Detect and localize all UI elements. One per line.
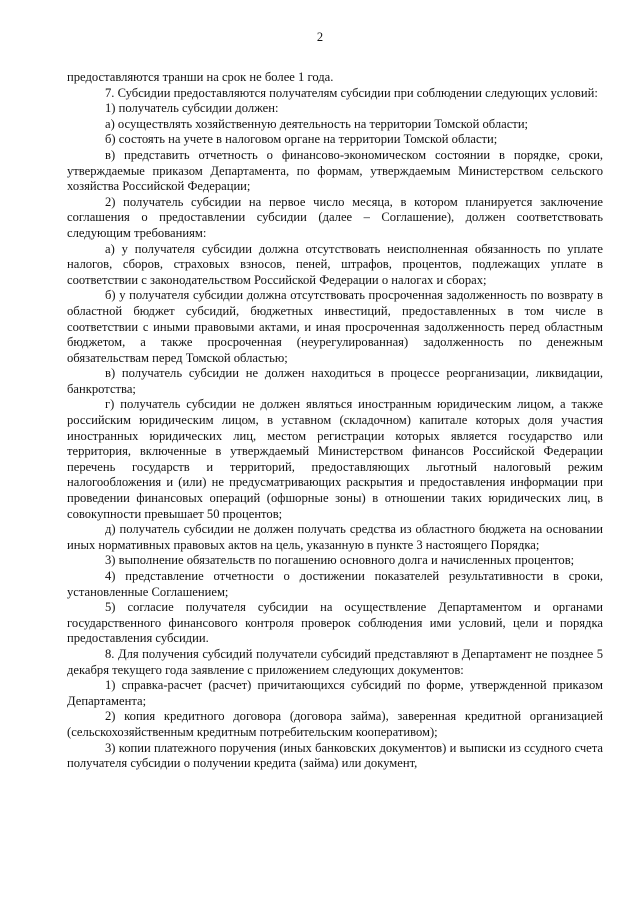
- paragraph: 8. Для получения субсидий получатели субсидий представляют в Департамент не позднее 5 декабря текущего года заявление с приложением следующих документов:: [67, 646, 603, 677]
- paragraph: 3) выполнение обязательств по погашению основного долга и начисленных процентов;: [105, 553, 575, 568]
- paragraph: 1) справка-расчет (расчет) причитающихся субсидий по форме, утвержденной приказом Департамента;: [67, 678, 603, 708]
- paragraph: д) получатель субсидии не должен получать средства из областного бюджета на основании иных нормативных правовых актов на цель, указанную в пункте 3 настоящего Порядка;: [67, 522, 603, 552]
- paragraph: 2) копия кредитного договора (договора займа), заверенная кредитной организацией (сельскохозяйственным кредитным потребительским кооперативом);: [67, 709, 603, 739]
- paragraph: 1) получатель субсидии должен:: [105, 101, 279, 116]
- paragraph: 3) копии платежного поручения (иных банковских документов) и выписки из ссудного счета получателя субсидии о получении кредита (займа) или документ,: [67, 740, 603, 771]
- paragraph: а) осуществлять хозяйственную деятельность на территории Томской области;: [105, 116, 529, 131]
- paragraph: 2) получатель субсидии на первое число месяца, в котором планируется заключение соглашения о предоставлении субсидии (далее – Соглашение), должен соответствовать следующим требованиям:: [67, 194, 603, 240]
- document-body: [67, 70, 603, 772]
- paragraph: 4) представление отчетности о достижении показателей результативности в сроки, установленные Соглашением;: [67, 569, 603, 599]
- paragraph: 7. Субсидии предоставляются получателям субсидии при соблюдении следующих условий:: [105, 85, 598, 100]
- paragraph: г) получатель субсидии не должен являться иностранным юридическим лицом, а также российским юридическим лицом, в уставном (складочном) капитале которых доля участия иностранных юридических лиц, местом регистрации которых является государство или территория, включенные в утверждаемый Министерством финансов Российской Федерации перечень государств и территорий, предоставляющих льготный налоговый режим налогообложения и (или) не предусматривающих раскрытия и предоставления информации при проведении финансовых операций (офшорные зоны) в отношении таких юридических лиц, в совокупности превышает 50 процентов;: [67, 397, 603, 521]
- paragraph: б) состоять на учете в налоговом органе на территории Томской области;: [105, 132, 498, 147]
- paragraph: в) представить отчетность о финансово-экономическом состоянии в порядке, сроки, утверждаемые приказом Департамента, по формам, утверждаемым Министерством сельского хозяйства Российской Федерации;: [67, 147, 603, 194]
- paragraph: 5) согласие получателя субсидии на осуществление Департаментом и органами государственного финансового контроля проверок соблюдения ими условий, цели и порядка предоставления субсидии.: [67, 600, 603, 646]
- page-number: 2: [316, 30, 324, 44]
- paragraph: а) у получателя субсидии должна отсутствовать неисполненная обязанность по уплате налогов, сборов, страховых взносов, пеней, штрафов, процентов, подлежащих уплате в соответствии с законодательством Российской Федерации о налогах и сборах;: [67, 241, 603, 287]
- paragraph: предоставляются транши на срок не более 1 года.: [67, 70, 334, 84]
- paragraph: б) у получателя субсидии должна отсутствовать просроченная задолженность по возврату в областной бюджет субсидий, бюджетных инвестиций, предоставленных в том числе в соответствии с иными правовыми актами, и иная просроченная задолженность перед областным бюджетом, а также просроченная (неурегулированная) задолженность по денежным обязательствам перед Томской областью;: [67, 288, 603, 365]
- paragraph: в) получатель субсидии не должен находиться в процессе реорганизации, ликвидации, банкротства;: [67, 366, 603, 396]
